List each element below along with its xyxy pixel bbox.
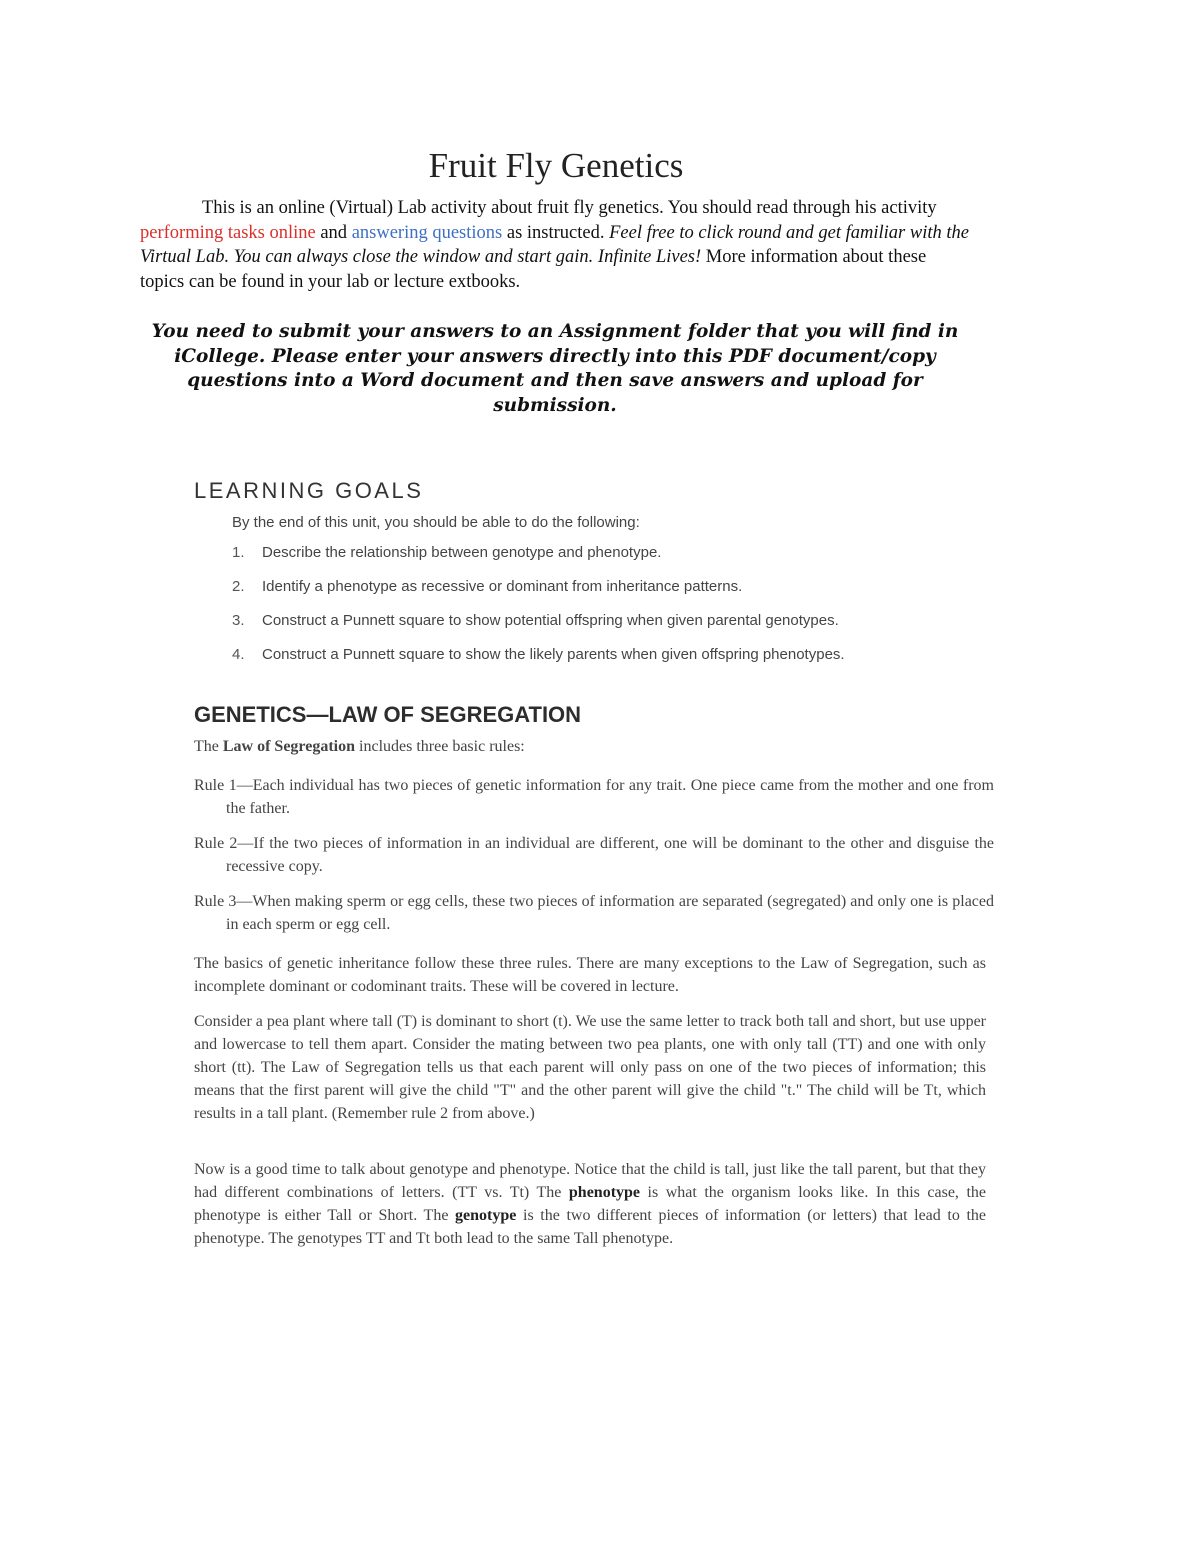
list-item bbox=[232, 646, 845, 680]
intro-paragraph bbox=[140, 196, 970, 294]
list-item bbox=[232, 544, 845, 578]
list-text: Describe the relationship between genotype and phenotype. bbox=[262, 544, 662, 561]
list-number: 2. bbox=[232, 578, 245, 595]
paragraph-text: Now is a good time to talk about genotype and phenotype. Notice that the child is tall, just like the tall parent, but that they had different combinations of letters. (TT vs. Tt) The bbox=[194, 1161, 986, 1201]
list-number: 1. bbox=[232, 544, 245, 561]
learning-goals-heading: LEARNING GOALS bbox=[194, 478, 424, 503]
list-item bbox=[232, 578, 845, 612]
rule-item: Rule 2—If the two pieces of information in an individual are different, one will be dominant to the other and disguise the recessive copy. bbox=[194, 835, 994, 875]
list-text: Construct a Punnett square to show potential offspring when given parental genotypes. bbox=[262, 612, 839, 629]
law-intro bbox=[194, 738, 525, 756]
list-number: 4. bbox=[232, 646, 245, 663]
paragraph-pea-plant: Consider a pea plant where tall (T) is dominant to short (t). We use the same letter to track both tall and short, but use upper and lowercase to tell them apart. Consider the mating between two pea plants, one with only tall (TT) and one with only short (tt). The Law of Segregation tells us that each parent will only pass on one of the two pieces of information; this means that the first parent will give the child "T" and the other parent will give the child "t." The child will be Tt, which results in a tall plant. (Remember rule 2 from above.) bbox=[194, 1013, 986, 1122]
term-phenotype: phenotype bbox=[568, 1184, 641, 1201]
genetics-heading: GENETICS—LAW OF SEGREGATION bbox=[194, 702, 582, 727]
paragraph-basics: The basics of genetic inheritance follow these three rules. There are many exceptions to the Law of Segregation, such as incomplete dominant or codominant traits. These will be covered in lecture. bbox=[194, 955, 986, 995]
paragraph-text: is what the organism looks like. In this case, the phenotype is either Tall or Short. The bbox=[194, 1184, 987, 1224]
intro-text: as instructed. bbox=[502, 222, 610, 243]
learning-goals-list bbox=[232, 544, 845, 680]
list-number: 3. bbox=[232, 612, 245, 629]
law-intro-text: includes three basic rules: bbox=[355, 738, 525, 755]
term-genotype: genotype bbox=[455, 1207, 517, 1224]
list-text: Construct a Punnett square to show the likely parents when given offspring phenotypes. bbox=[262, 646, 845, 663]
submission-notice: You need to submit your answers to an Assignment folder that you will find in iCollege. Please enter your answers directly into this PDF document/copy questions into a Word document and then save answers and upload for submission. bbox=[151, 321, 959, 416]
law-intro-text: The bbox=[194, 738, 223, 755]
list-text: Identify a phenotype as recessive or dominant from inheritance patterns. bbox=[262, 578, 743, 595]
learning-goals-intro: By the end of this unit, you should be able to do the following: bbox=[232, 514, 640, 531]
paragraph-genotype-phenotype bbox=[194, 1158, 986, 1250]
intro-red-text: performing tasks online bbox=[140, 222, 316, 243]
intro-text: This is an online (Virtual) Lab activity about fruit fly genetics. You should read through his activity bbox=[202, 198, 937, 218]
law-intro-bold: Law of Segregation bbox=[222, 738, 356, 755]
intro-italic-text: Feel free to click round and get familiar with the Virtual Lab. You can always close the window and start gain. Infinite Lives! bbox=[140, 222, 969, 267]
rule-item: Rule 3—When making sperm or egg cells, these two pieces of information are separated (segregated) and only one is placed in each sperm or egg cell. bbox=[194, 893, 994, 933]
rule-item: Rule 1—Each individual has two pieces of genetic information for any trait. One piece came from the mother and one from the father. bbox=[194, 777, 994, 817]
intro-text: More information about these topics can be found in your lab or lecture extbooks. bbox=[140, 247, 927, 292]
intro-blue-text: answering questions bbox=[351, 222, 503, 243]
rules-list bbox=[194, 774, 994, 948]
paragraph-text: is the two different pieces of information (or letters) that lead to the phenotype. The genotypes TT and Tt both lead to the same Tall phenotype. bbox=[194, 1207, 987, 1247]
page-title: Fruit Fly Genetics bbox=[428, 146, 684, 185]
intro-text: and bbox=[315, 222, 352, 243]
list-item bbox=[232, 612, 845, 646]
